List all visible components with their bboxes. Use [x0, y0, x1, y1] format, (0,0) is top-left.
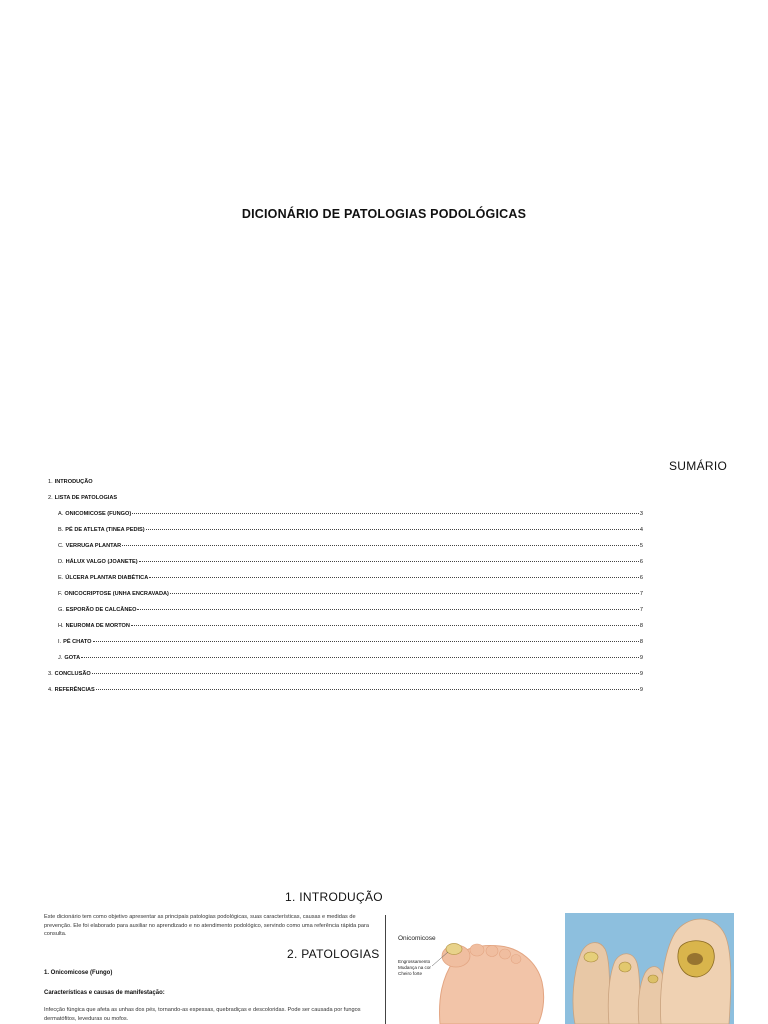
toc-item[interactable] — [58, 559, 643, 569]
onychomycosis-diagram — [392, 918, 552, 1024]
toc-item-page: 7 — [639, 591, 643, 597]
toc-item[interactable] — [48, 479, 643, 489]
column-divider — [385, 915, 386, 1024]
document-title: DICIONÁRIO DE PATOLOGIAS PODOLÓGICAS — [241, 207, 527, 221]
diagram-label-thickening: Engrossamento — [398, 959, 431, 964]
toc-item[interactable] — [58, 511, 643, 521]
introduction-text: Este dicionário tem como objetivo apresentar as principais patologias podológicas, suas características, causas e medidas de prevenção. Ele foi elaborado para auxiliar no aprendizado e no atendimento podológico, servindo como uma referência rápida para consulta. — [44, 914, 369, 938]
toc-item-label: CONCLUSÃO — [54, 671, 91, 677]
toc-item-number: B. — [58, 527, 64, 533]
toc-item-label: VERRUGA PLANTAR — [65, 543, 122, 549]
pathology-description: Infecção fúngica que afeta as unhas dos pés, tornando-as espessas, quebradiças e descoloridas. Pode ser causada por fungos dermatófitos, leveduras ou mofos. — [44, 1007, 361, 1022]
toc-item-number: J. — [58, 655, 63, 661]
toc-item-page: 8 — [639, 623, 643, 629]
toc-item-number: H. — [58, 623, 64, 629]
toc-item-label: INTRODUÇÃO — [54, 479, 93, 485]
toc-item-label: NEUROMA DE MORTON — [65, 623, 130, 629]
toc-item-page: 9 — [639, 671, 643, 677]
toc-leader-dots — [93, 641, 639, 642]
toc-item-number: I. — [58, 639, 62, 645]
toc-item-number: 2. — [48, 495, 53, 501]
toc-leader-dots — [122, 545, 639, 546]
toc-leader-dots — [132, 513, 639, 514]
toc-item[interactable] — [58, 543, 643, 553]
toc-item-number: D. — [58, 559, 64, 565]
toc-item-number: 4. — [48, 687, 53, 693]
toc-item-page: 4 — [639, 527, 643, 533]
diagram-label-odor: Cheiro forte — [398, 971, 423, 976]
toc-item-label: ONICOMICOSE (FUNGO) — [65, 511, 132, 517]
toc-item-page: 9 — [639, 687, 643, 693]
toc-item-label: GOTA — [64, 655, 81, 661]
toc-item-label: REFERÊNCIAS — [54, 687, 95, 693]
toc-leader-dots — [96, 689, 639, 690]
toc-item-label: PÉ DE ATLETA (TINEA PEDIS) — [65, 527, 145, 533]
toc-item-label: ÚLCERA PLANTAR DIABÉTICA — [65, 575, 149, 581]
infected-toenail-photo — [565, 913, 734, 1024]
toc-item-label: PÉ CHATO — [63, 639, 92, 645]
toc-item[interactable] — [58, 655, 643, 665]
toc-item-number: F. — [58, 591, 63, 597]
toc-item[interactable] — [48, 687, 643, 697]
toc-item[interactable] — [58, 639, 643, 649]
toc-item[interactable] — [48, 495, 643, 505]
toc-item[interactable] — [58, 623, 643, 633]
toc-item[interactable] — [58, 591, 643, 601]
toc-leader-dots — [137, 609, 638, 610]
toc-heading: SUMÁRIO — [669, 459, 728, 473]
pathology-causes-label: Características e causas de manifestação: — [44, 990, 165, 996]
pathologies-heading: 2. PATOLOGIAS — [287, 947, 380, 961]
diagram-title: Onicomicose — [398, 935, 436, 942]
toc-leader-dots — [149, 577, 639, 578]
toc-item[interactable] — [58, 607, 643, 617]
toc-item-number: A. — [58, 511, 64, 517]
toc-leader-dots — [92, 673, 639, 674]
toc-item-page: 8 — [639, 639, 643, 645]
toc-item-page: 3 — [639, 511, 643, 517]
toc-item[interactable] — [48, 671, 643, 681]
toc-item-number: C. — [58, 543, 64, 549]
toc-item-page: 5 — [639, 543, 643, 549]
toc-leader-dots — [139, 561, 639, 562]
diagram-label-color-change: Mudança na cor — [398, 965, 431, 970]
introduction-heading: 1. INTRODUÇÃO — [285, 890, 383, 904]
toc-item-number: E. — [58, 575, 64, 581]
toc-item-number: 1. — [48, 479, 53, 485]
toc-item-page: 6 — [639, 575, 643, 581]
toc-item-number: G. — [58, 607, 64, 613]
toc-item-number: 3. — [48, 671, 53, 677]
pathology-title: 1. Onicomicose (Fungo) — [44, 970, 113, 976]
toc-item-label: LISTA DE PATOLOGIAS — [54, 495, 118, 501]
toc-item[interactable] — [58, 575, 643, 585]
toc-item-page: 7 — [639, 607, 643, 613]
toc-leader-dots — [146, 529, 639, 530]
toc-item-page: 6 — [639, 559, 643, 565]
toc-item-label: HÁLUX VALGO (JOANETE) — [65, 559, 138, 565]
toc-item-label: ESPORÃO DE CALCÂNEO — [65, 607, 137, 613]
toc-item-page: 9 — [639, 655, 643, 661]
toc-item-label: ONICOCRIPTOSE (UNHA ENCRAVADA) — [64, 591, 169, 597]
toc-item[interactable] — [58, 527, 643, 537]
toc-leader-dots — [81, 657, 639, 658]
toc-leader-dots — [170, 593, 639, 594]
toc-leader-dots — [131, 625, 639, 626]
